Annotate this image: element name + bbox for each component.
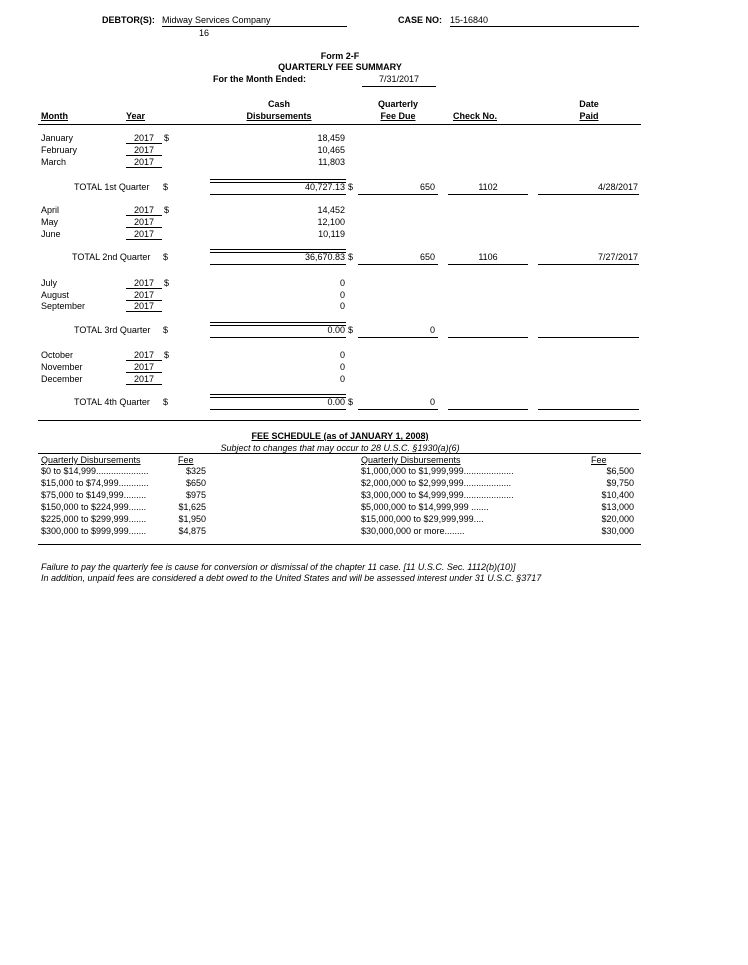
- amount-cell: 11,803: [318, 157, 345, 167]
- year-cell: 2017: [126, 145, 162, 156]
- fee-underline: [358, 194, 438, 195]
- amount-cell: 10,465: [317, 145, 345, 155]
- date-underline: [538, 264, 639, 265]
- check-number: 1102: [478, 182, 498, 192]
- year-cell: 2017: [126, 374, 162, 385]
- currency-sign: $: [348, 182, 354, 192]
- quarter-total-label: TOTAL 4th Quarter: [74, 397, 150, 407]
- year-cell: 2017: [126, 362, 162, 373]
- month-label: June: [41, 229, 61, 239]
- currency-sign: $: [163, 325, 169, 335]
- year-cell: 2017: [126, 350, 162, 361]
- fee-amount: $20,000: [601, 514, 634, 524]
- month-label: October: [41, 350, 74, 360]
- amount-cell: 0: [339, 374, 345, 384]
- fee-amount: $6,500: [606, 466, 634, 476]
- fee-range: $1,000,000 to $1,999,999....................: [361, 466, 514, 476]
- case-underline: [450, 26, 639, 27]
- amount-cell: 0: [339, 290, 345, 300]
- fee-underline: [358, 409, 438, 410]
- fee-range: $225,000 to $299,999.......: [41, 514, 147, 524]
- fee-range: $0 to $14,999.....................: [41, 466, 149, 476]
- year-cell: 2017: [126, 133, 162, 144]
- amount-cell: 0: [339, 278, 345, 288]
- fee-range: $5,000,000 to $14,999,999 .......: [361, 502, 489, 512]
- date-underline: [538, 337, 639, 338]
- year-cell: 2017: [126, 217, 162, 228]
- amount-cell: 10,119: [318, 229, 345, 239]
- fee-underline: [358, 337, 438, 338]
- fee-amount: $650: [185, 478, 206, 488]
- year-cell: 2017: [126, 205, 162, 216]
- quarter-total-amount: 36,670.83: [304, 252, 345, 262]
- fee-amount: $30,000: [601, 526, 634, 536]
- debtor-name: Midway Services Company: [162, 15, 271, 25]
- col-check: Check No.: [452, 111, 497, 121]
- left-col-fee-header: Fee: [178, 455, 194, 465]
- date-paid: 7/27/2017: [597, 252, 638, 262]
- fee-amount: $4,875: [178, 526, 206, 536]
- fee-due: 650: [419, 252, 435, 262]
- month-label: July: [41, 278, 58, 288]
- check-number: 1106: [478, 252, 498, 262]
- currency-sign: $: [163, 252, 169, 262]
- quarter-total-amount: 40,727.13: [304, 182, 345, 192]
- col-date-line2: Paid: [579, 111, 599, 121]
- amount-cell: 0: [339, 301, 345, 311]
- header-rule: [38, 124, 641, 125]
- currency-sign: $: [164, 205, 170, 215]
- fee-amount: $9,750: [606, 478, 634, 488]
- debtor-label: DEBTOR(S):: [102, 15, 155, 25]
- year-cell: 2017: [126, 301, 162, 312]
- total-underline: [210, 194, 346, 195]
- month-ended-value: 7/31/2017: [378, 74, 420, 84]
- month-label: April: [41, 205, 60, 215]
- year-cell: 2017: [126, 157, 162, 168]
- month-label: November: [41, 362, 83, 372]
- left-col-disb-header: Quarterly Disbursements: [41, 455, 141, 465]
- fee-amount: $975: [185, 490, 206, 500]
- currency-sign: $: [348, 397, 354, 407]
- fee-due: 0: [429, 397, 435, 407]
- col-year: Year: [126, 111, 146, 121]
- fee-schedule-rule: [38, 453, 641, 454]
- col-month: Month: [41, 111, 68, 121]
- fee-amount: $13,000: [601, 502, 634, 512]
- fee-range: $2,000,000 to $2,999,999...................: [361, 478, 512, 488]
- fee-due: 0: [429, 325, 435, 335]
- month-label: August: [41, 290, 70, 300]
- fee-amount: $1,950: [178, 514, 206, 524]
- case-label: CASE NO:: [398, 15, 443, 25]
- date-paid: 4/28/2017: [597, 182, 638, 192]
- fee-schedule-title: FEE SCHEDULE (as of JANUARY 1, 2008): [251, 431, 429, 441]
- check-underline: [448, 409, 528, 410]
- section-divider: [38, 420, 641, 421]
- quarter-total-amount: 0.00: [327, 397, 345, 407]
- fee-amount: $325: [185, 466, 206, 476]
- check-underline: [448, 264, 528, 265]
- month-ended-label: For the Month Ended:: [213, 74, 306, 84]
- quarter-total-label: TOTAL 3rd Quarter: [74, 325, 151, 335]
- col-cash-line1: Cash: [267, 99, 290, 109]
- month-label: December: [41, 374, 83, 384]
- check-underline: [448, 337, 528, 338]
- quarter-total-label: TOTAL 1st Quarter: [74, 182, 150, 192]
- amount-cell: 12,100: [317, 217, 345, 227]
- date-underline: [538, 409, 639, 410]
- form-number: Form 2-F: [320, 51, 360, 61]
- fee-range: $15,000,000 to $29,999,999....: [361, 514, 484, 524]
- debtor-sub: 16: [199, 28, 210, 38]
- fee-amount: $1,625: [178, 502, 206, 512]
- right-col-fee-header: Fee: [591, 455, 607, 465]
- month-ended-underline: [362, 86, 436, 87]
- amount-cell: 14,452: [317, 205, 345, 215]
- footer-note-line2: In addition, unpaid fees are considered a debt owed to the United States and will be assessed interest under 31 U.S.C. §3717: [41, 573, 542, 583]
- footer-note-line1: Failure to pay the quarterly fee is cause for conversion or dismissal of the chapter 11 case. [11 U.S.C. Sec. 1112(b)(10)]: [41, 562, 516, 572]
- currency-sign: $: [348, 252, 354, 262]
- col-fee-line2: Fee Due: [380, 111, 416, 121]
- amount-cell: 18,459: [317, 133, 345, 143]
- quarter-total-label: TOTAL 2nd Quarter: [72, 252, 151, 262]
- currency-sign: $: [163, 182, 169, 192]
- month-label: March: [41, 157, 67, 167]
- fee-range: $15,000 to $74,999............: [41, 478, 149, 488]
- fee-range: $3,000,000 to $4,999,999....................: [361, 490, 514, 500]
- check-underline: [448, 194, 528, 195]
- fee-schedule-subtitle: Subject to changes that may occur to 28 U.S.C. §1930(a)(6): [220, 443, 460, 453]
- currency-sign: $: [348, 325, 354, 335]
- col-cash-line2: Disbursements: [246, 111, 312, 121]
- fee-range: $75,000 to $149,999.........: [41, 490, 147, 500]
- amount-cell: 0: [339, 362, 345, 372]
- month-label: February: [41, 145, 78, 155]
- currency-sign: $: [164, 350, 170, 360]
- currency-sign: $: [164, 133, 170, 143]
- year-cell: 2017: [126, 290, 162, 301]
- month-label: January: [41, 133, 74, 143]
- total-underline: [210, 337, 346, 338]
- quarter-total-amount: 0.00: [327, 325, 345, 335]
- fee-range: $300,000 to $999,999.......: [41, 526, 147, 536]
- currency-sign: $: [164, 278, 170, 288]
- total-underline: [210, 264, 346, 265]
- right-col-disb-header: Quarterly Disbursements: [361, 455, 461, 465]
- amount-cell: 0: [339, 350, 345, 360]
- fee-range: $30,000,000 or more........: [361, 526, 465, 536]
- date-underline: [538, 194, 639, 195]
- month-label: May: [41, 217, 59, 227]
- fee-range: $150,000 to $224,999.......: [41, 502, 147, 512]
- year-cell: 2017: [126, 278, 162, 289]
- fee-amount: $10,400: [601, 490, 634, 500]
- fee-schedule-bottom-rule: [38, 544, 641, 545]
- fee-due: 650: [419, 182, 435, 192]
- year-cell: 2017: [126, 229, 162, 240]
- currency-sign: $: [163, 397, 169, 407]
- debtor-underline: [162, 26, 347, 27]
- case-number: 15-16840: [450, 15, 489, 25]
- fee-underline: [358, 264, 438, 265]
- form-title: QUARTERLY FEE SUMMARY: [278, 62, 402, 72]
- month-label: September: [41, 301, 86, 311]
- total-underline: [210, 409, 346, 410]
- col-date-line1: Date: [579, 99, 599, 109]
- col-fee-line1: Quarterly: [377, 99, 419, 109]
